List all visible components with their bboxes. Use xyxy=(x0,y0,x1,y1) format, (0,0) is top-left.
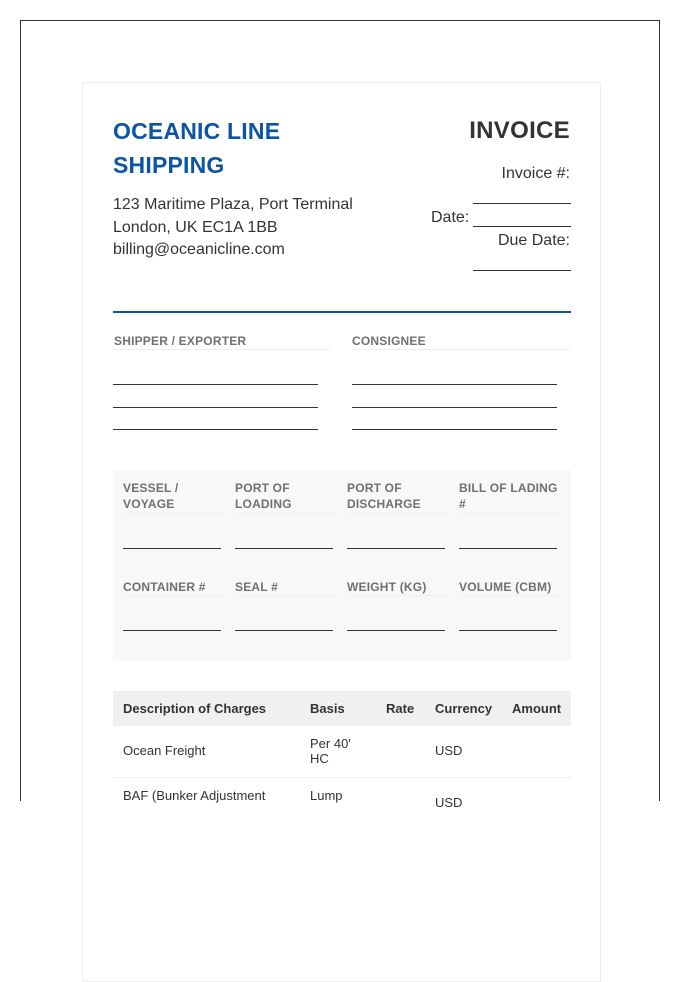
bill-of-lading-rule xyxy=(459,513,561,514)
port-of-discharge-line[interactable] xyxy=(347,548,445,549)
port-of-loading-rule xyxy=(235,513,335,514)
date-label: Date: xyxy=(431,209,470,226)
volume-line[interactable] xyxy=(459,630,557,631)
company-name xyxy=(113,114,333,182)
col-currency-header: Currency xyxy=(435,701,493,716)
volume-label: VOLUME (CBM) xyxy=(459,580,552,594)
volume-rule xyxy=(459,595,561,596)
due-date-label: Due Date: xyxy=(497,232,570,249)
row-currency: USD xyxy=(435,743,463,758)
address-line1: 123 Maritime Plaza, Port Terminal xyxy=(113,196,353,213)
charges-table-header xyxy=(113,691,571,726)
col-rate-header: Rate xyxy=(386,701,415,716)
due-date-line[interactable] xyxy=(473,270,571,271)
vessel-voyage-label: VESSEL / VOYAGE xyxy=(123,481,179,511)
port-of-loading-label: PORT OF LOADING xyxy=(235,481,292,511)
seal-number-line[interactable] xyxy=(235,630,333,631)
bill-of-lading-label: BILL OF LADING # xyxy=(459,481,558,511)
shipper-line-2[interactable] xyxy=(113,407,318,408)
container-number-label: CONTAINER # xyxy=(123,580,206,594)
company-name-line2: SHIPPING xyxy=(113,152,225,178)
col-amount-header: Amount xyxy=(512,701,562,716)
seal-number-label: SEAL # xyxy=(235,580,278,594)
weight-line[interactable] xyxy=(347,630,445,631)
port-of-loading-line[interactable] xyxy=(235,548,333,549)
invoice-page xyxy=(82,82,601,982)
weight-label: WEIGHT (KG) xyxy=(347,580,427,594)
row-basis: Per 40' HC xyxy=(310,736,351,766)
consignee-label: CONSIGNEE xyxy=(352,334,426,348)
row-basis: Lump xyxy=(310,788,343,803)
container-number-line[interactable] xyxy=(123,630,221,631)
shipper-label: SHIPPER / EXPORTER xyxy=(114,334,247,348)
vessel-voyage-rule xyxy=(123,513,223,514)
shipper-label-rule xyxy=(113,349,331,350)
row-description: BAF (Bunker Adjustment xyxy=(123,788,266,803)
company-address xyxy=(113,194,353,262)
shipping-details-panel xyxy=(113,470,571,661)
document-viewport[interactable] xyxy=(20,20,660,810)
port-of-discharge-rule xyxy=(347,513,447,514)
weight-rule xyxy=(347,595,447,596)
vessel-voyage-line[interactable] xyxy=(123,548,221,549)
shipper-line-1[interactable] xyxy=(113,384,318,385)
table-row xyxy=(113,778,571,829)
consignee-line-3[interactable] xyxy=(352,429,557,430)
seal-number-rule xyxy=(235,595,335,596)
table-row xyxy=(113,726,571,777)
header-divider xyxy=(113,311,571,313)
address-line2: London, UK EC1A 1BB xyxy=(113,218,278,236)
invoice-title: INVOICE xyxy=(469,117,570,144)
company-name-line1: OCEANIC LINE xyxy=(113,118,281,144)
invoice-number-label: Invoice #: xyxy=(501,165,570,182)
col-description-header: Description of Charges xyxy=(123,701,267,716)
company-email: billing@oceanicline.com xyxy=(113,241,285,258)
consignee-line-1[interactable] xyxy=(352,384,557,385)
consignee-line-2[interactable] xyxy=(352,407,557,408)
date-line[interactable] xyxy=(473,226,571,227)
shipper-line-3[interactable] xyxy=(113,429,318,430)
port-of-discharge-label: PORT OF DISCHARGE xyxy=(347,481,421,511)
invoice-number-line[interactable] xyxy=(473,203,571,204)
col-basis-header: Basis xyxy=(310,701,345,716)
bill-of-lading-line[interactable] xyxy=(459,548,557,549)
consignee-label-rule xyxy=(352,349,571,350)
container-number-rule xyxy=(123,595,223,596)
row-description: Ocean Freight xyxy=(123,743,206,758)
row-currency: USD xyxy=(435,795,463,810)
